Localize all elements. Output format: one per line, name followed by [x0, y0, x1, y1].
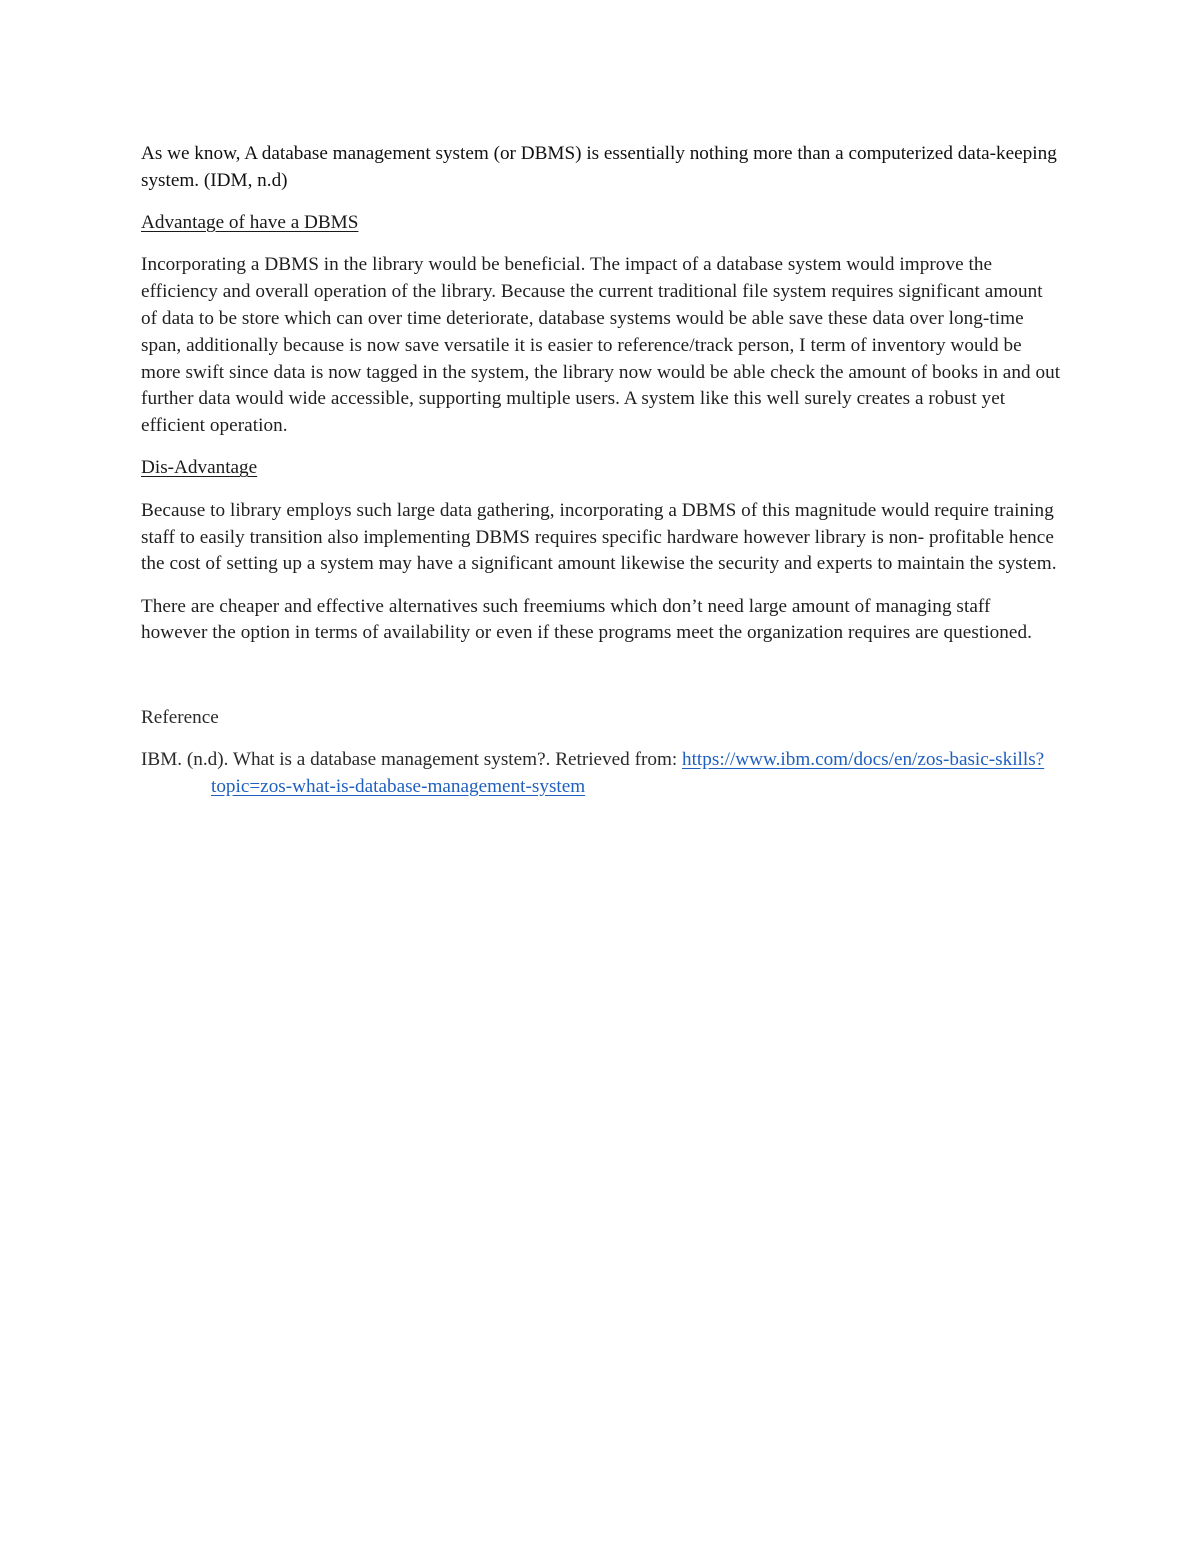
disadvantage-paragraph-2: There are cheaper and effective alternatives such freemiums which don’t need large amount of managing staff however the option in terms of availability or even if these programs meet the organization requires are questioned. [141, 595, 1032, 644]
section-spacer [141, 663, 1061, 705]
reference-heading: Reference [141, 706, 219, 728]
disadvantage-paragraph-1: Because to library employs such large data gathering, incorporating a DBMS of this magnitude would require training staff to easily transition also implementing DBMS requires specific hardware however library is non- profitable hence the cost of setting up a system may have a significant amount likewise the security and experts to maintain the system. [141, 499, 1057, 575]
advantage-paragraph: Incorporating a DBMS in the library would be beneficial. The impact of a database system would improve the efficiency and overall operation of the library. Because the current traditional file system requires significant amount of data to be store which can over time deteriorate, database systems would be able save these data over long-time span, additionally because is now save versatile it is easier to reference/track person, I term of inventory would be more swift since data is now tagged in the system, the library now would be able check the amount of books in and out further data would wide accessible, supporting multiple users. A system like this well surely creates a robust yet efficient operation. [141, 254, 1061, 437]
intro-paragraph: As we know, A database management system (or DBMS) is essentially nothing more than a computerized data-keeping system. (IDM, n.d) [141, 143, 1057, 191]
reference-citation: IBM. (n.d). What is a database management system?. Retrieved from: [141, 749, 682, 771]
document-body [141, 141, 1061, 816]
disadvantage-heading: Dis-Advantage [141, 457, 258, 479]
reference-link[interactable]: https://www.ibm.com/docs/en/zos-basic-skills?topic=zos-what-is-database-management-system [211, 749, 1045, 797]
reference-entry [141, 747, 1061, 801]
advantage-heading: Advantage of have a DBMS [141, 212, 359, 234]
